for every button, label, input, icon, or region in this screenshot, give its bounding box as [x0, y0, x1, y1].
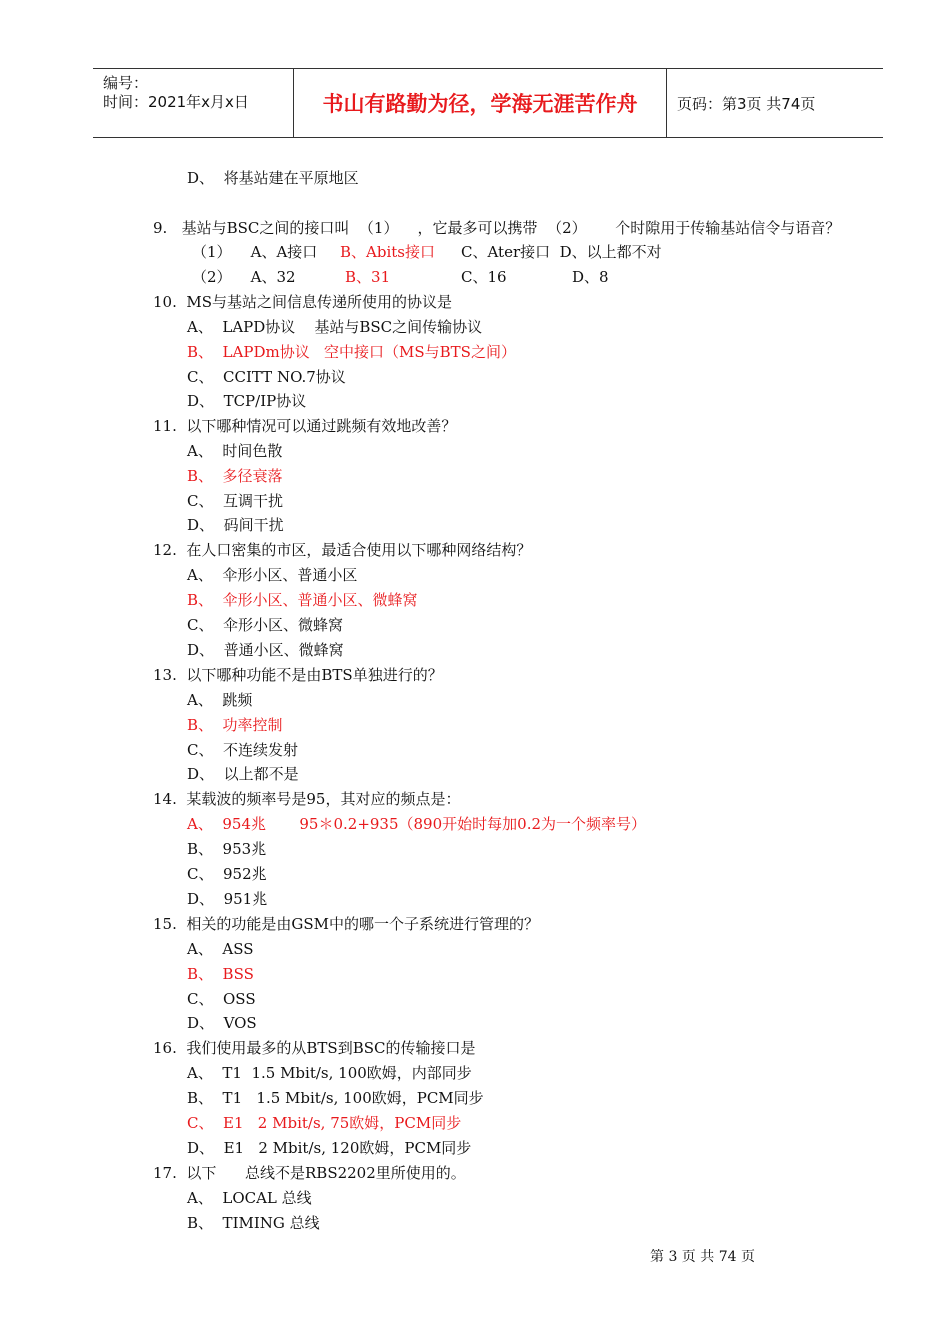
- text-line: B、 TIMING 总线: [187, 1214, 320, 1232]
- text-line: A、 跳频: [187, 691, 253, 709]
- header-meta: [93, 69, 294, 137]
- answer-line-highlighted: B、 多径衰落: [187, 467, 283, 485]
- text-line: A、 T1 1.5 Mbit/s, 100欧姆，内部同步: [187, 1064, 472, 1082]
- document-number-label: 编号：: [103, 74, 149, 92]
- answer-line-highlighted: B、31: [345, 268, 391, 286]
- text-line: D、 E1 2 Mbit/s, 120欧姆，PCM同步: [187, 1139, 472, 1157]
- text-line: （1） A、A接口: [192, 243, 318, 261]
- text-line: C、 伞形小区、微蜂窝: [187, 616, 344, 634]
- answer-line-highlighted: A、 954兆 95＊0.2+935（890开始时每加0.2为一个频率号）: [187, 815, 647, 833]
- text-line: 13. 以下哪种功能不是由BTS单独进行的？: [153, 666, 443, 684]
- answer-line-highlighted: B、 BSS: [187, 965, 254, 983]
- text-line: A、 ASS: [187, 940, 254, 958]
- text-line: D、 以上都不是: [187, 765, 299, 783]
- text-line: 10. MS与基站之间信息传递所使用的协议是: [153, 293, 453, 311]
- answer-line-highlighted: B、 LAPDm协议 空中接口（MS与BTS之间）: [187, 343, 516, 361]
- text-line: A、 LAPD协议 基站与BSC之间传输协议: [187, 318, 483, 336]
- text-line: 11. 以下哪种情况可以通过跳频有效地改善？: [153, 417, 457, 435]
- text-line: C、 互调干扰: [187, 492, 284, 510]
- text-line: A、 时间色散: [187, 442, 283, 460]
- answer-line-highlighted: B、 功率控制: [187, 716, 283, 734]
- text-line: 16. 我们使用最多的从BTS到BSC的传输接口是: [153, 1039, 476, 1057]
- text-line: C、 不连续发射: [187, 741, 299, 759]
- text-line: 17. 以下 总线不是RBS2202里所使用的。: [153, 1164, 466, 1182]
- answer-line-highlighted: B、 伞形小区、普通小区、微蜂窝: [187, 591, 418, 609]
- answer-line-highlighted: B、Abits接口: [340, 243, 435, 261]
- document-time-label: 时间：2021年x月x日: [103, 93, 249, 111]
- page-footer: 第 3 页 共 74 页: [650, 1249, 755, 1265]
- text-line: D、 951兆: [187, 890, 268, 908]
- text-line: C、 CCITT NO.7协议: [187, 368, 346, 386]
- text-line: （2） A、32: [192, 268, 296, 286]
- text-line: C、 OSS: [187, 990, 256, 1008]
- text-line: D、 码间干扰: [187, 516, 284, 534]
- text-line: D、 TCP/IP协议: [187, 392, 307, 410]
- text-line: B、 953兆: [187, 840, 267, 858]
- text-line: A、 LOCAL 总线: [187, 1189, 312, 1207]
- page-header: [93, 68, 883, 138]
- text-line: 15. 相关的功能是由GSM中的哪一个子系统进行管理的？: [153, 915, 540, 933]
- text-line: 14. 某载波的频率号是95，其对应的频点是：: [153, 790, 461, 808]
- text-line: C、Ater接口 D、以上都不对: [461, 243, 662, 261]
- text-line: D、 VOS: [187, 1014, 257, 1032]
- text-line: C、16: [461, 268, 507, 286]
- text-line: 9. 基站与BSC之间的接口叫 （1） ，它最多可以携带 （2） 个时隙用于传输基站信令与语音？: [153, 219, 841, 237]
- text-line: A、 伞形小区、普通小区: [187, 566, 358, 584]
- header-motto: 书山有路勤为径，学海无涯苦作舟: [294, 69, 667, 137]
- text-line: D、8: [572, 268, 609, 286]
- text-line: D、 将基站建在平原地区: [187, 169, 359, 187]
- text-line: C、 952兆: [187, 865, 267, 883]
- text-line: B、 T1 1.5 Mbit/s, 100欧姆，PCM同步: [187, 1089, 484, 1107]
- answer-line-highlighted: C、 E1 2 Mbit/s, 75欧姆，PCM同步: [187, 1114, 462, 1132]
- text-line: 12. 在人口密集的市区，最适合使用以下哪种网络结构？: [153, 541, 532, 559]
- header-page-info: 页码：第3页 共74页: [677, 94, 816, 113]
- text-line: D、 普通小区、微蜂窝: [187, 641, 344, 659]
